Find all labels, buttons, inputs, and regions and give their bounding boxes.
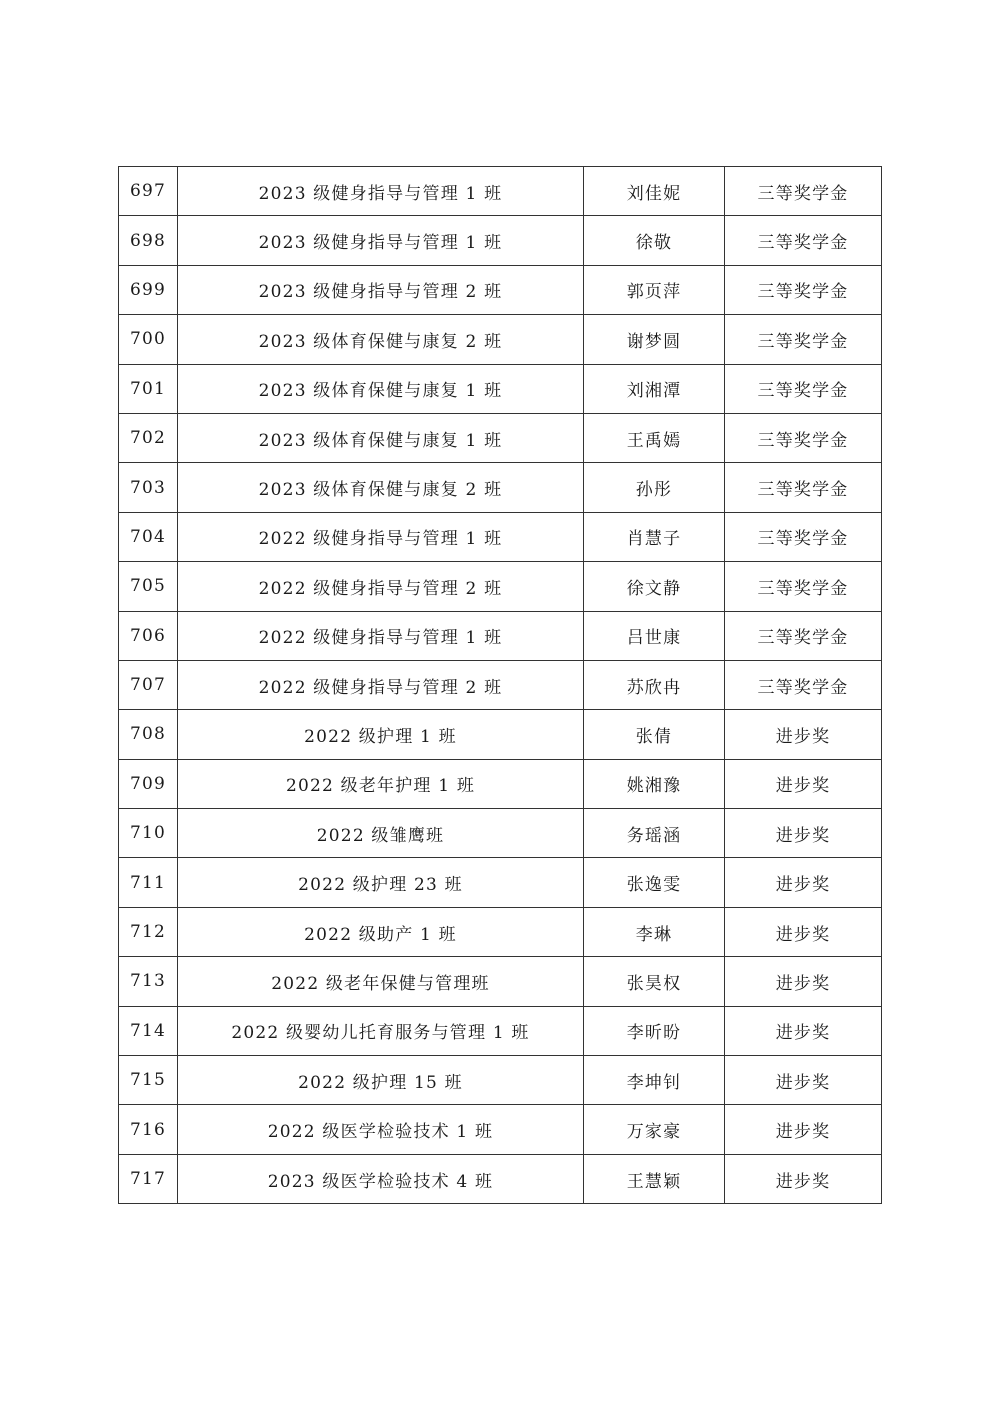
- award-type-cell: 三等奖学金: [725, 660, 882, 709]
- student-name-cell: 苏欣冉: [584, 660, 725, 709]
- table-row: [119, 413, 882, 462]
- table-row: [119, 1056, 882, 1105]
- class-name-cell: 2022 级雏鹰班: [178, 809, 584, 858]
- student-name-cell: 徐文静: [584, 562, 725, 611]
- table-row: [119, 907, 882, 956]
- student-name-cell: 王禹嫣: [584, 413, 725, 462]
- row-number-cell: 711: [119, 858, 178, 907]
- class-name-cell: 2023 级体育保健与康复 2 班: [178, 463, 584, 512]
- class-name-cell: 2022 级助产 1 班: [178, 907, 584, 956]
- row-number-cell: 697: [119, 167, 178, 216]
- table-row: [119, 1006, 882, 1055]
- award-type-cell: 三等奖学金: [725, 315, 882, 364]
- student-name-cell: 刘湘潭: [584, 364, 725, 413]
- class-name-cell: 2022 级老年保健与管理班: [178, 957, 584, 1006]
- class-name-cell: 2023 级体育保健与康复 1 班: [178, 413, 584, 462]
- table-row: [119, 562, 882, 611]
- row-number-cell: 710: [119, 809, 178, 858]
- award-list-table: [118, 166, 882, 1204]
- class-name-cell: 2023 级健身指导与管理 1 班: [178, 167, 584, 216]
- row-number-cell: 705: [119, 562, 178, 611]
- row-number-cell: 702: [119, 413, 178, 462]
- award-type-cell: 进步奖: [725, 809, 882, 858]
- award-type-cell: 进步奖: [725, 907, 882, 956]
- row-number-cell: 713: [119, 957, 178, 1006]
- class-name-cell: 2022 级医学检验技术 1 班: [178, 1105, 584, 1154]
- student-name-cell: 王慧颖: [584, 1154, 725, 1203]
- award-type-cell: 进步奖: [725, 1154, 882, 1203]
- row-number-cell: 709: [119, 759, 178, 808]
- table-row: [119, 265, 882, 314]
- award-type-cell: 进步奖: [725, 710, 882, 759]
- row-number-cell: 715: [119, 1056, 178, 1105]
- row-number-cell: 703: [119, 463, 178, 512]
- student-name-cell: 吕世康: [584, 611, 725, 660]
- class-name-cell: 2023 级体育保健与康复 1 班: [178, 364, 584, 413]
- row-number-cell: 716: [119, 1105, 178, 1154]
- row-number-cell: 706: [119, 611, 178, 660]
- row-number-cell: 704: [119, 512, 178, 561]
- student-name-cell: 肖慧子: [584, 512, 725, 561]
- student-name-cell: 姚湘豫: [584, 759, 725, 808]
- table-row: [119, 809, 882, 858]
- student-name-cell: 李昕昐: [584, 1006, 725, 1055]
- award-type-cell: 三等奖学金: [725, 413, 882, 462]
- award-type-cell: 三等奖学金: [725, 265, 882, 314]
- class-name-cell: 2022 级健身指导与管理 1 班: [178, 512, 584, 561]
- table-row: [119, 660, 882, 709]
- class-name-cell: 2022 级护理 1 班: [178, 710, 584, 759]
- class-name-cell: 2022 级健身指导与管理 1 班: [178, 611, 584, 660]
- award-type-cell: 进步奖: [725, 759, 882, 808]
- student-name-cell: 万家豪: [584, 1105, 725, 1154]
- table-row: [119, 364, 882, 413]
- row-number-cell: 698: [119, 216, 178, 265]
- student-name-cell: 张倩: [584, 710, 725, 759]
- row-number-cell: 708: [119, 710, 178, 759]
- award-type-cell: 三等奖学金: [725, 216, 882, 265]
- table-row: [119, 957, 882, 1006]
- class-name-cell: 2022 级老年护理 1 班: [178, 759, 584, 808]
- student-name-cell: 孙彤: [584, 463, 725, 512]
- class-name-cell: 2022 级护理 23 班: [178, 858, 584, 907]
- class-name-cell: 2023 级健身指导与管理 1 班: [178, 216, 584, 265]
- award-type-cell: 三等奖学金: [725, 611, 882, 660]
- award-type-cell: 进步奖: [725, 957, 882, 1006]
- award-type-cell: 三等奖学金: [725, 562, 882, 611]
- student-name-cell: 张逸雯: [584, 858, 725, 907]
- award-type-cell: 三等奖学金: [725, 463, 882, 512]
- row-number-cell: 707: [119, 660, 178, 709]
- row-number-cell: 712: [119, 907, 178, 956]
- row-number-cell: 717: [119, 1154, 178, 1203]
- award-type-cell: 三等奖学金: [725, 167, 882, 216]
- award-type-cell: 进步奖: [725, 1056, 882, 1105]
- row-number-cell: 699: [119, 265, 178, 314]
- student-name-cell: 徐敬: [584, 216, 725, 265]
- table-row: [119, 759, 882, 808]
- award-type-cell: 进步奖: [725, 1105, 882, 1154]
- student-name-cell: 谢梦圆: [584, 315, 725, 364]
- award-type-cell: 三等奖学金: [725, 512, 882, 561]
- student-name-cell: 刘佳妮: [584, 167, 725, 216]
- student-name-cell: 张昊权: [584, 957, 725, 1006]
- table-row: [119, 611, 882, 660]
- table-row: [119, 167, 882, 216]
- class-name-cell: 2023 级健身指导与管理 2 班: [178, 265, 584, 314]
- award-type-cell: 三等奖学金: [725, 364, 882, 413]
- class-name-cell: 2023 级体育保健与康复 2 班: [178, 315, 584, 364]
- table-body: [119, 167, 882, 1204]
- class-name-cell: 2022 级健身指导与管理 2 班: [178, 660, 584, 709]
- table-row: [119, 1105, 882, 1154]
- table-row: [119, 315, 882, 364]
- table-row: [119, 1154, 882, 1203]
- row-number-cell: 714: [119, 1006, 178, 1055]
- class-name-cell: 2022 级健身指导与管理 2 班: [178, 562, 584, 611]
- table-row: [119, 858, 882, 907]
- table-row: [119, 216, 882, 265]
- table-row: [119, 463, 882, 512]
- student-name-cell: 李琳: [584, 907, 725, 956]
- student-name-cell: 务瑶涵: [584, 809, 725, 858]
- student-name-cell: 郭页萍: [584, 265, 725, 314]
- row-number-cell: 700: [119, 315, 178, 364]
- student-name-cell: 李坤钊: [584, 1056, 725, 1105]
- table-row: [119, 512, 882, 561]
- table-row: [119, 710, 882, 759]
- class-name-cell: 2023 级医学检验技术 4 班: [178, 1154, 584, 1203]
- award-type-cell: 进步奖: [725, 1006, 882, 1055]
- class-name-cell: 2022 级护理 15 班: [178, 1056, 584, 1105]
- class-name-cell: 2022 级婴幼儿托育服务与管理 1 班: [178, 1006, 584, 1055]
- award-type-cell: 进步奖: [725, 858, 882, 907]
- row-number-cell: 701: [119, 364, 178, 413]
